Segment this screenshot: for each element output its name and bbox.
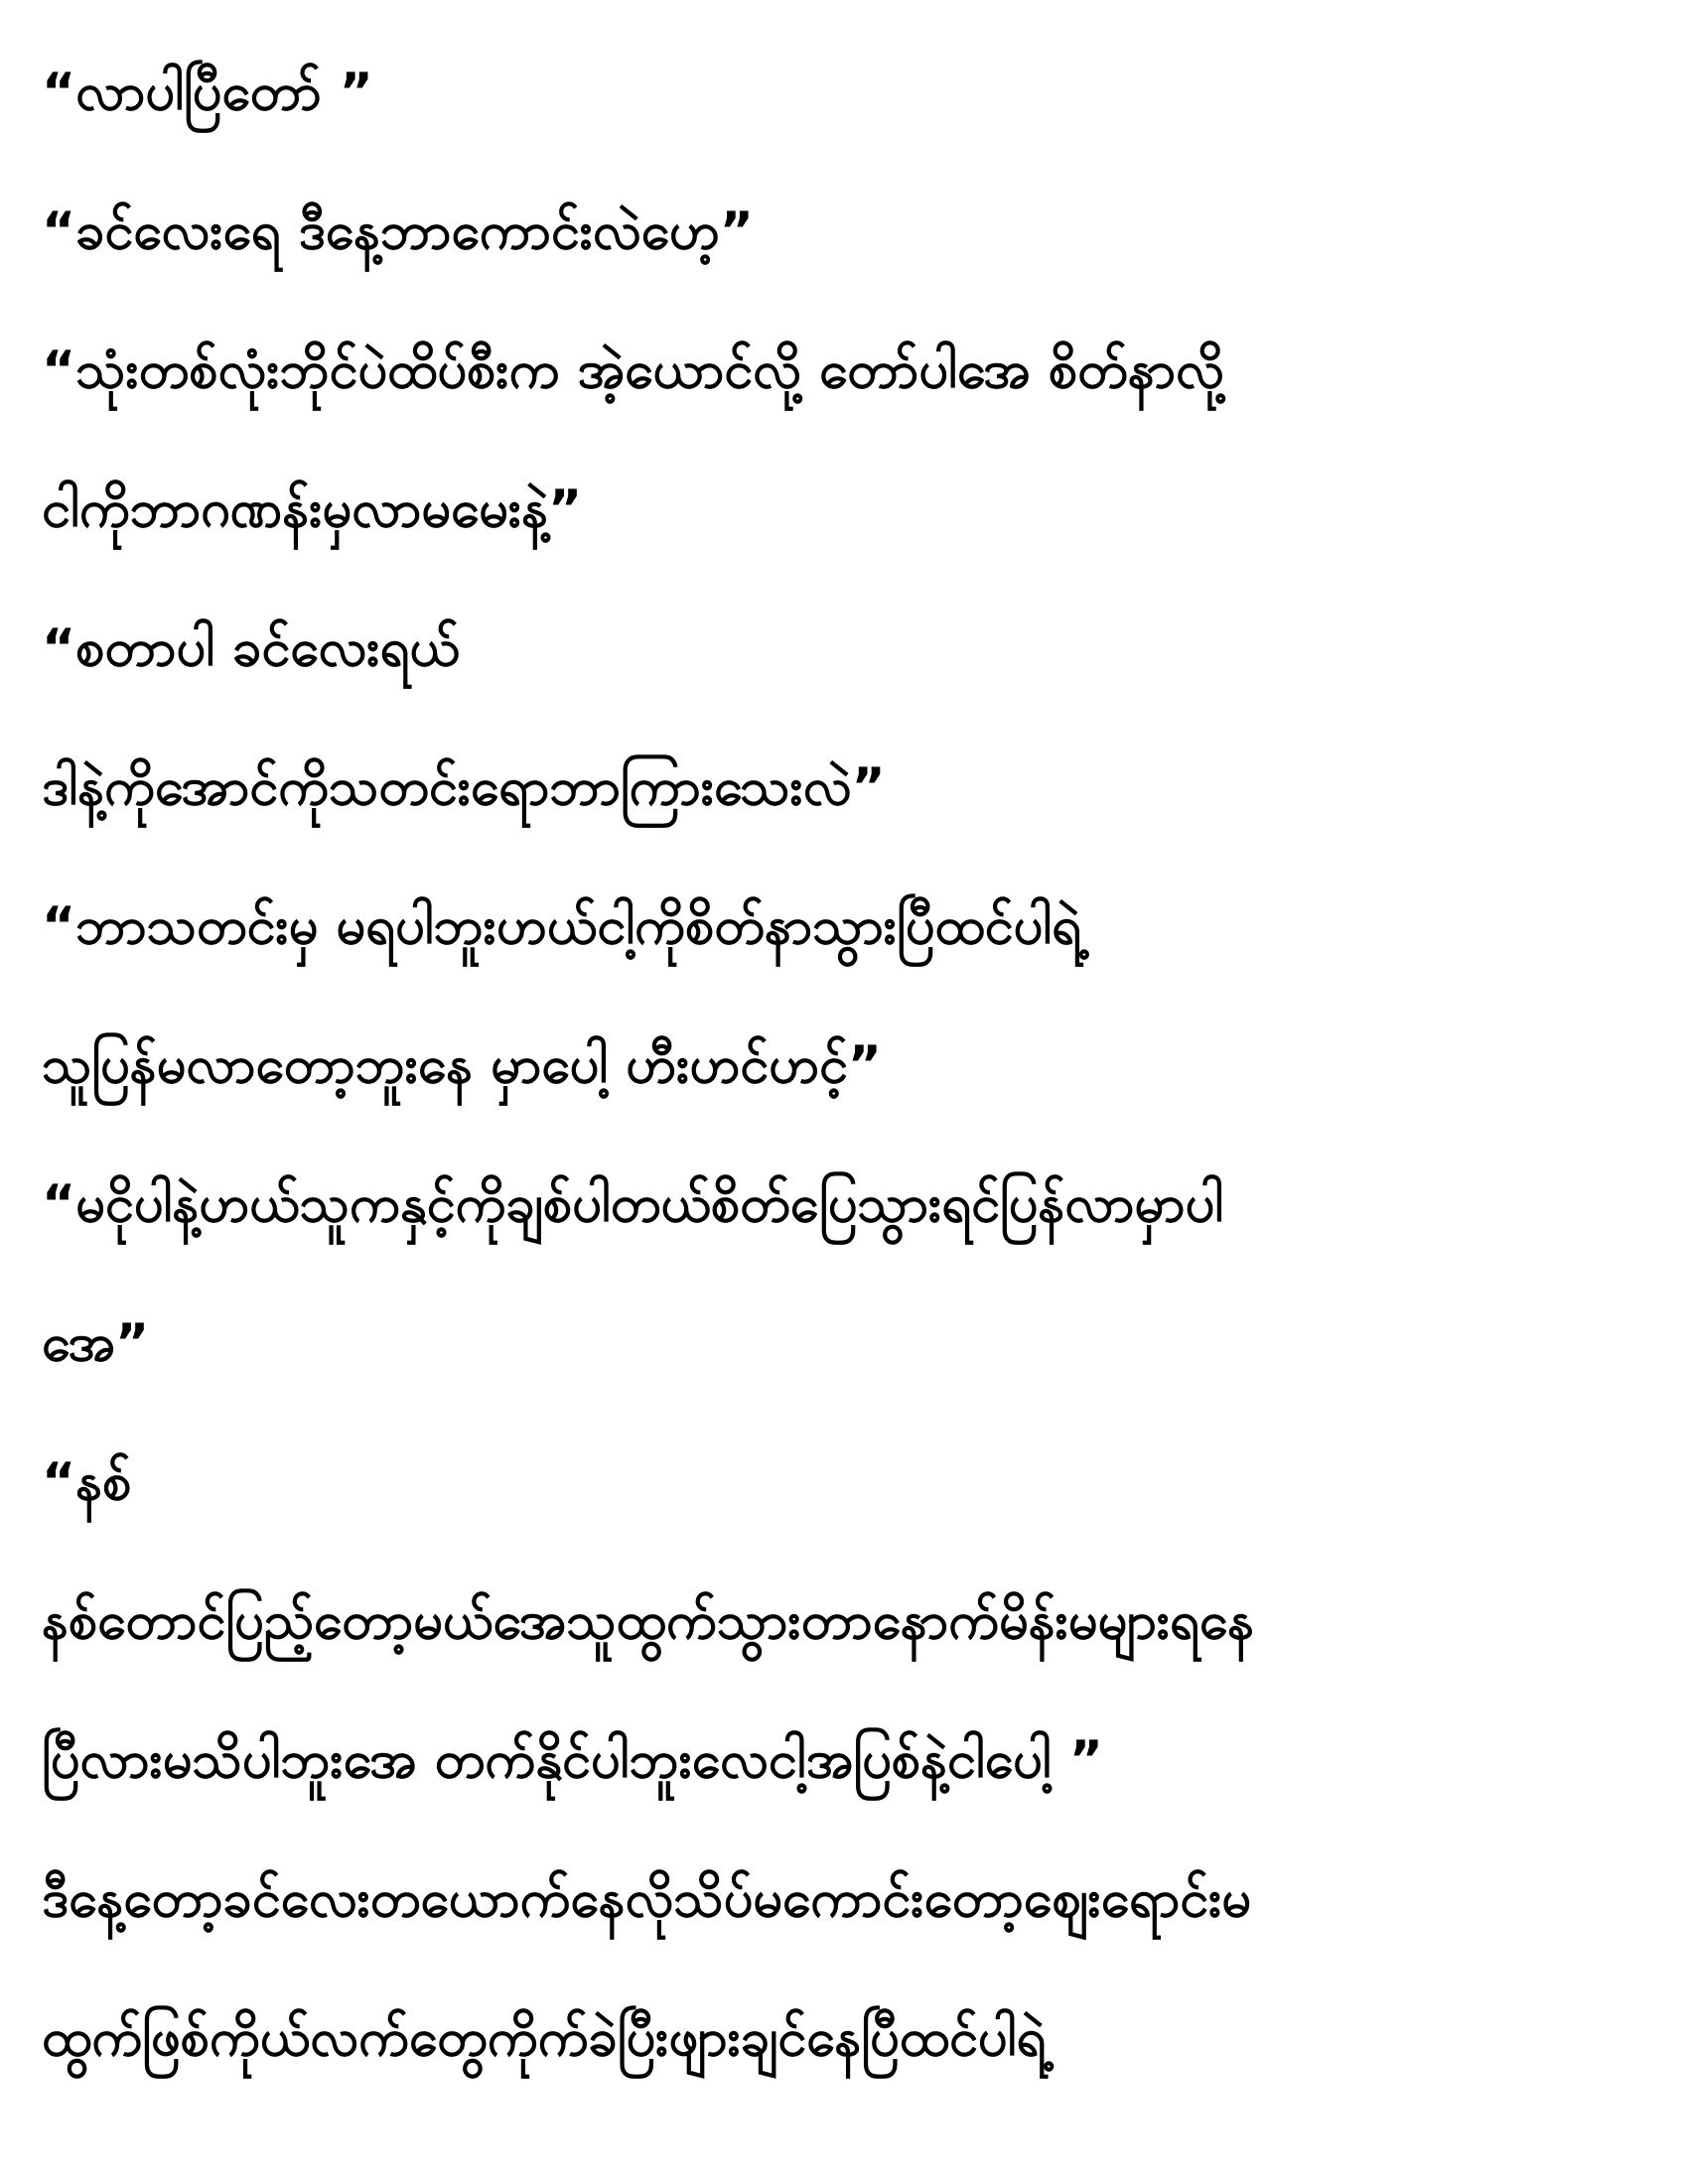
- text-line-3: “သုံးတစ်လုံးဘိုင်ပဲထိပ်စီးက အဲ့ယောင်လို့ တော်ပါအေ စိတ်နာလို့: [42, 341, 1224, 400]
- text-line-6: ဒါနဲ့ကိုအောင်ကိုသတင်းရောဘာကြားသေးလဲ”: [42, 757, 886, 817]
- text-line-1: “လာပါပြီတော် ”: [42, 63, 373, 122]
- text-line-13: ပြီလားမသိပါဘူးအေ တက်နိုင်ပါဘူးလေငါ့အပြစ်နဲ့ငါပေါ့ ”: [42, 1730, 1103, 1790]
- text-line-8: သူပြန်မလာတော့ဘူးနေ မှာပေါ့ ဟီးဟင်ဟင့်”: [42, 1035, 882, 1095]
- text-line-9: “မငိုပါနဲ့ဟယ်သူကနှင့်ကိုချစ်ပါတယ်စိတ်ပြေသွားရင်ပြန်လာမှာပါ: [42, 1174, 1224, 1234]
- text-line-2: “ခင်လေးရေ ဒီနေ့ဘာကောင်းလဲဟေ့”: [42, 202, 754, 261]
- text-line-15: ထွက်ဖြစ်ကိုယ်လက်တွေကိုက်ခဲပြီးဖျားချင်နေပြီထင်ပါရဲ့: [42, 2008, 1047, 2068]
- text-line-4: ငါကိုဘာဂဏန်းမှလာမမေးနဲ့”: [42, 479, 583, 539]
- text-line-10: အေ”: [42, 1313, 150, 1373]
- text-line-14: ဒီနေ့တော့ခင်လေးတယောက်နေလိုသိပ်မကောင်းတော့ဈေးရောင်းမ: [42, 1869, 1251, 1929]
- text-line-5: “စတာပါ ခင်လေးရယ်: [42, 618, 460, 678]
- text-line-7: “ဘာသတင်းမှ မရပါဘူးဟယ်ငါ့ကိုစိတ်နာသွားပြီထင်ပါရဲ့: [42, 896, 1081, 956]
- text-line-12: နစ်တောင်ပြည့်တော့မယ်အေသူထွက်သွားတာနောက်မိန်းမများရနေ: [42, 1591, 1255, 1651]
- text-line-11: “နစ်: [42, 1452, 132, 1512]
